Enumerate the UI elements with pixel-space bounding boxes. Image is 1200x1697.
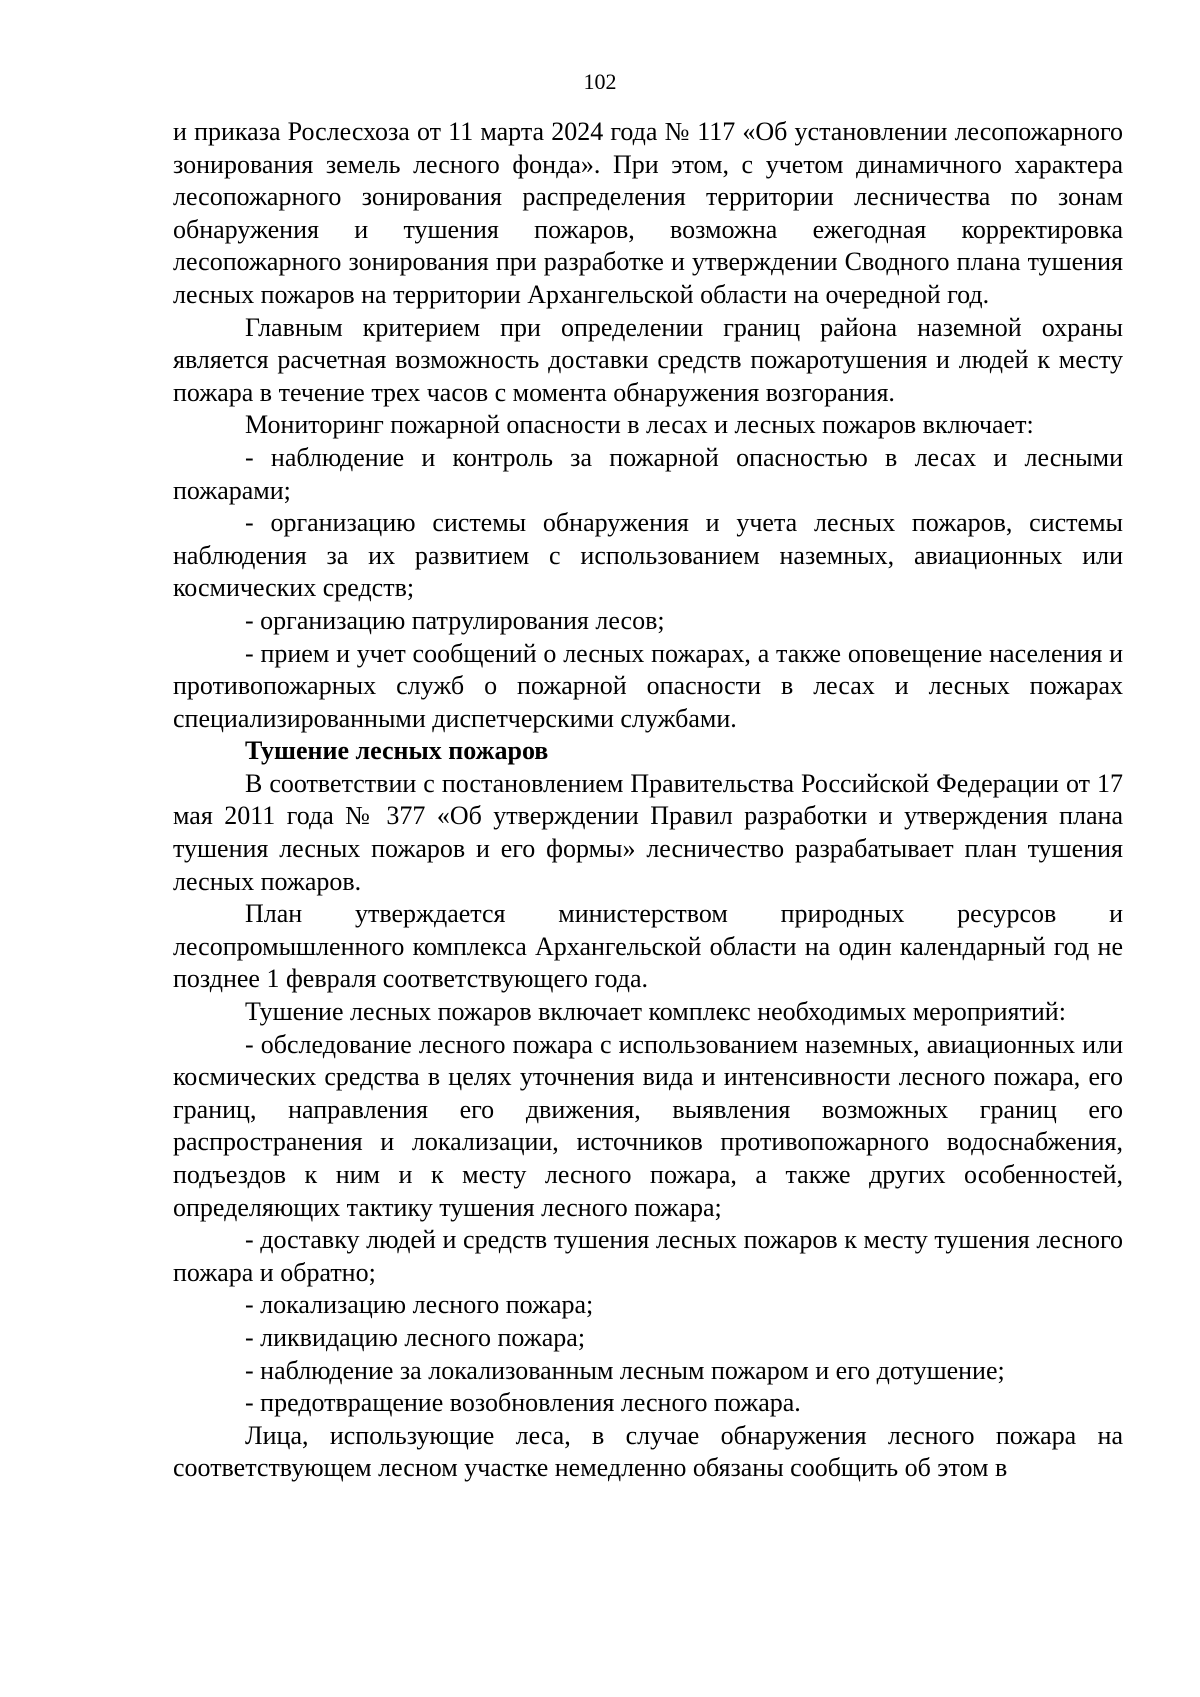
list-item-patrolling: - организацию патрулирования лесов; <box>245 605 665 635</box>
list-item-prevent-reignition: - предотвращение возобновления лесного пожара. <box>245 1388 801 1418</box>
page-number: 102 <box>583 69 617 94</box>
paragraph-government-decree: В соответствии с постановлением Правительства Российской Федерации от 17 мая 2011 года № 377 «Об утверждении Правил разработки и утверждения плана тушения лесных пожаров и его формы» лесничество разрабатывает план тушения лесных пожаров. <box>173 768 1123 896</box>
paragraph-monitoring-intro: Мониторинг пожарной опасности в лесах и лесных пожаров включает: <box>245 410 1034 440</box>
paragraph-zoning-continuation: и приказа Рослесхоза от 11 марта 2024 года № 117 «Об установлении лесопожарного зонирования земель лесного фонда». При этом, с учетом динамичного характера лесопожарного зонирования распределения территории лесничества по зонам обнаружения и тушения пожаров, возможна ежегодная корректировка лесопожарного зонирования при разработке и утверждении Сводного плана тушения лесных пожаров на территории Архангельской области на очередной год. <box>173 117 1123 309</box>
list-item-monitoring-extinguishing: - наблюдение за локализованным лесным пожаром и его дотушение; <box>245 1355 1005 1385</box>
section-heading-fire-suppression: Тушение лесных пожаров <box>245 736 549 766</box>
paragraph-ground-protection-criterion: Главным критерием при определении границ района наземной охраны является расчетная возможность доставки средств пожаротушения и людей к месту пожара в течение трех часов с момента обнаружения возгорания. <box>173 312 1123 407</box>
paragraph-suppression-measures-intro: Тушение лесных пожаров включает комплекс необходимых мероприятий: <box>245 997 1066 1027</box>
paragraph-forest-users-obligation: Лица, использующие леса, в случае обнаружения лесного пожара на соответствующем лесном участке немедленно обязаны сообщить об этом в <box>173 1420 1123 1483</box>
list-item-observation-control: - наблюдение и контроль за пожарной опасностью в лесах и лесными пожарами; <box>173 442 1123 505</box>
list-item-reporting-notification: - прием и учет сообщений о лесных пожарах, а также оповещение населения и противопожарных служб о пожарной опасности в лесах и лесных пожарах специализированными диспетчерскими службами. <box>173 638 1123 733</box>
list-item-fire-survey: - обследование лесного пожара с использованием наземных, авиационных или космических средства в целях уточнения вида и интенсивности лесного пожара, его границ, направления его движения, выявления возможных границ его распространения и локализации, источников противопожарного водоснабжения, подъездов к ним и к месту лесного пожара, а также других особенностей, определяющих тактику тушения лесного пожара; <box>173 1029 1123 1222</box>
list-item-detection-system: - организацию системы обнаружения и учета лесных пожаров, системы наблюдения за их развитием с использованием наземных, авиационных или космических средств; <box>173 508 1123 603</box>
list-item-liquidation: - ликвидацию лесного пожара; <box>245 1322 586 1352</box>
document-body <box>173 116 1123 1485</box>
list-item-localization: - локализацию лесного пожара; <box>245 1290 594 1320</box>
paragraph-plan-approval: План утверждается министерством природных ресурсов и лесопромышленного комплекса Архангельской области на один календарный год не позднее 1 февраля соответствующего года. <box>173 899 1123 994</box>
list-item-delivery: - доставку людей и средств тушения лесных пожаров к месту тушения лесного пожара и обратно; <box>173 1225 1123 1287</box>
